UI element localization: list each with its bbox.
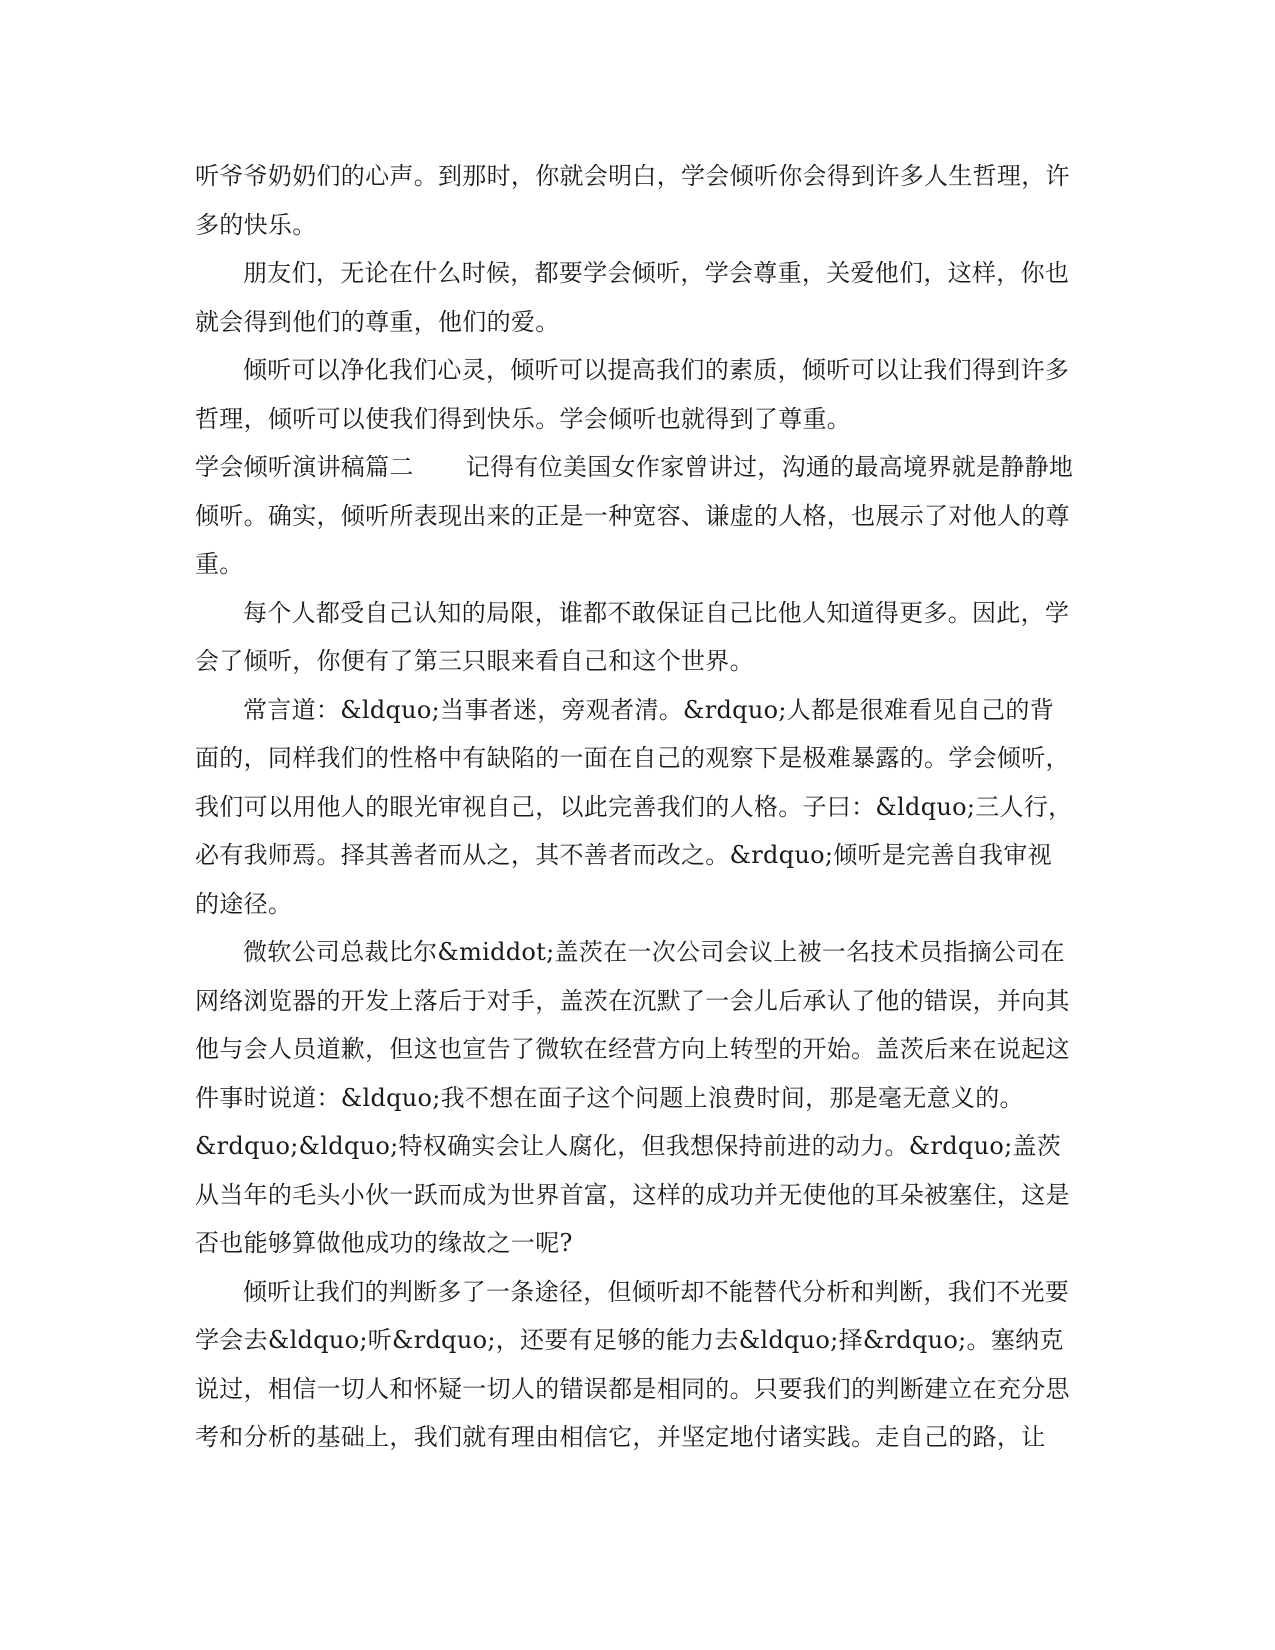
section-paragraph xyxy=(195,443,1075,589)
paragraph-7: 微软公司总裁比尔&middot;盖茨在一次公司会议上被一名技术员指摘公司在网络浏览器的开发上落后于对手，盖茨在沉默了一会儿后承认了他的错误，并向其他与会人员道歉，但这也宣告了微软在经营方向上转型的开始。盖茨后来在说起这件事时说道：&ldquo;我不想在面子这个问题上浪费时间，那是毫无意义的。&rdquo;&ldquo;特权确实会让人腐化，但我想保持前进的动力。&rdquo;盖茨从当年的毛头小伙一跃而成为世界首富，这样的成功并无使他的耳朵被塞住，这是否也能够算做他成功的缘故之一呢? xyxy=(195,938,1070,1257)
document-body xyxy=(195,152,1075,1462)
section-first-text: 记得有位美国女作家曾讲过，沟通的最高境界就是静静地倾听。确实，倾听所表现出来的正是一种宽容、谦虚的人格，也展示了对他人的尊重。 xyxy=(195,453,1074,578)
paragraph-8: 倾听让我们的判断多了一条途径，但倾听却不能替代分析和判断，我们不光要学会去&ldquo;听&rdquo;，还要有足够的能力去&ldquo;择&rdquo;。塞纳克说过，相信一切人和怀疑一切人的错误都是相同的。只要我们的判断建立在充分思考和分析的基础上，我们就有理由相信它，并坚定地付诸实践。走自己的路，让 xyxy=(195,1277,1070,1451)
paragraph-6: 常言道：&ldquo;当事者迷，旁观者清。&rdquo;人都是很难看见自己的背面的，同样我们的性格中有缺陷的一面在自己的观察下是极难暴露的。学会倾听，我们可以用他人的眼光审视自己，以此完善我们的人格。子曰：&ldquo;三人行，必有我师焉。择其善者而从之，其不善者而改之。&rdquo;倾听是完善自我审视的途径。 xyxy=(195,695,1073,918)
paragraph-3: 倾听可以净化我们心灵，倾听可以提高我们的素质，倾听可以让我们得到许多哲理，倾听可以使我们得到快乐。学会倾听也就得到了尊重。 xyxy=(195,356,1070,433)
paragraph-1: 听爷爷奶奶们的心声。到那时，你就会明白，学会倾听你会得到许多人生哲理，许多的快乐。 xyxy=(195,162,1070,239)
paragraph-2: 朋友们，无论在什么时候，都要学会倾听，学会尊重，关爱他们，这样，你也就会得到他们的尊重，他们的爱。 xyxy=(195,259,1070,336)
section-heading: 学会倾听演讲稿篇二 xyxy=(195,453,414,481)
paragraph-5: 每个人都受自己认知的局限，谁都不敢保证自己比他人知道得更多。因此，学会了倾听，你便有了第三只眼来看自己和这个世界。 xyxy=(195,598,1070,675)
